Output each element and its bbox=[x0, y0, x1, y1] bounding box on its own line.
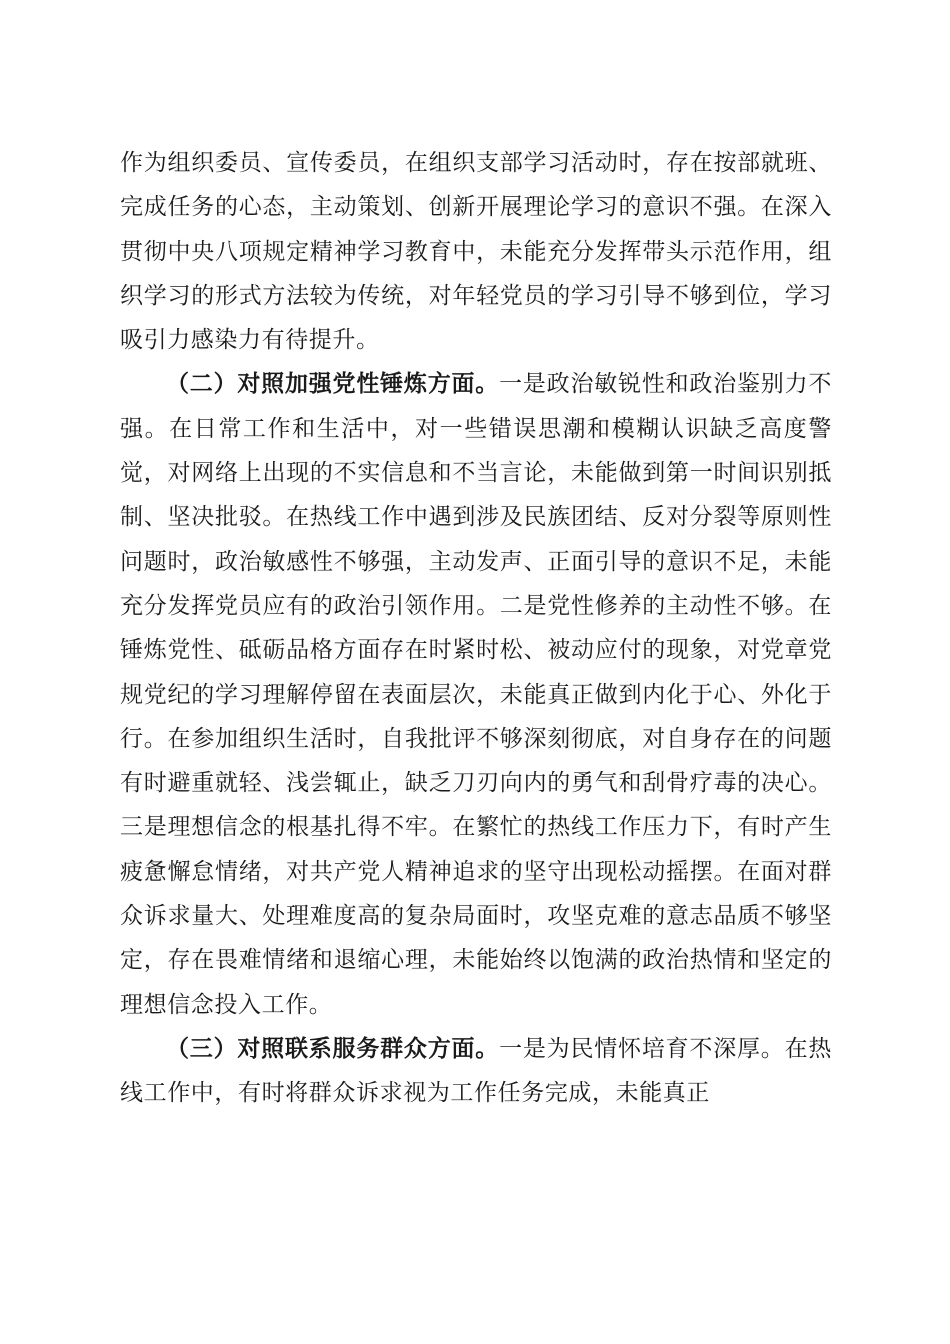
paragraph-party-spirit bbox=[120, 362, 832, 1026]
section-heading: （三）对照联系服务群众方面。 bbox=[166, 1034, 500, 1062]
paragraph-body: 一是为民情怀培育不深厚。在热线工作中，有时将群众诉求视为工作任务完成，未能真正 bbox=[120, 1035, 832, 1107]
paragraph-serving-masses bbox=[120, 1027, 832, 1116]
document-body bbox=[120, 141, 832, 1116]
section-heading: （二）对照加强党性锤炼方面。 bbox=[166, 370, 500, 398]
paragraph-body: 作为组织委员、宣传委员，在组织支部学习活动时，存在按部就班、完成任务的心态，主动策划、创新开展理论学习的意识不强。在深入贯彻中央八项规定精神学习教育中，未能充分发挥带头示范作用，组织学习的形式方法较为传统，对年轻党员的学习引导不够到位，学习吸引力感染力有待提升。 bbox=[120, 150, 832, 354]
paragraph-body: 一是政治敏锐性和政治鉴别力不强。在日常工作和生活中，对一些错误思潮和模糊认识缺乏高度警觉，对网络上出现的不实信息和不当言论，未能做到第一时间识别抵制、坚决批驳。在热线工作中遇到涉及民族团结、反对分裂等原则性问题时，政治敏感性不够强，主动发声、正面引导的意识不足，未能充分发挥党员应有的政治引领作用。二是党性修养的主动性不够。在锤炼党性、砥砺品格方面存在时紧时松、被动应付的现象，对党章党规党纪的学习理解停留在表面层次，未能真正做到内化于心、外化于行。在参加组织生活时，自我批评不够深刻彻底，对自身存在的问题有时避重就轻、浅尝辄止，缺乏刀刃向内的勇气和刮骨疗毒的决心。三是理想信念的根基扎得不牢。在繁忙的热线工作压力下，有时产生疲惫懈怠情绪，对共产党人精神追求的坚守出现松动摇摆。在面对群众诉求量大、处理难度高的复杂局面时，攻坚克难的意志品质不够坚定，存在畏难情绪和退缩心理，未能始终以饱满的政治热情和坚定的理想信念投入工作。 bbox=[120, 371, 832, 1018]
paragraph-continuation bbox=[120, 141, 832, 362]
